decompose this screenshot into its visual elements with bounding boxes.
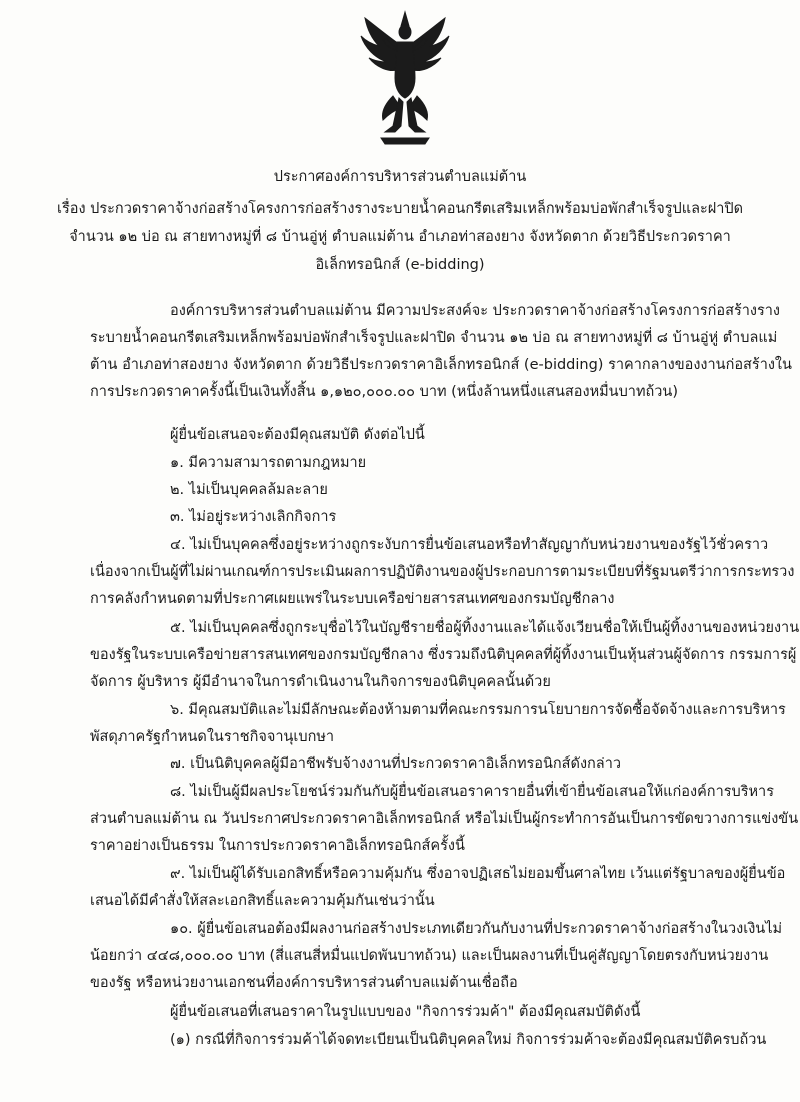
document-title: ประกาศองค์การบริหารส่วนตำบลแม่ต้าน [273, 169, 527, 185]
intro-line-3: ต้าน อำเภอท่าสองยาง จังหวัดตาก ด้วยวิธีประกวดราคาอิเล็กทรอนิกส์ (e-bidding) ราคากลางของงานก่อสร้างใน [90, 357, 792, 373]
item-10-line-2: น้อยกว่า ๔๔๘,๐๐๐.๐๐ บาท (สี่แสนสี่หมื่นแปดพันบาทถ้วน) และเป็นผลงานที่เป็นคู่สัญญาโดยตรงกับหน่วยงาน [90, 948, 769, 964]
intro-line-4: การประกวดราคาครั้งนี้เป็นเงินทั้งสิ้น ๑,๑๒๐,๐๐๐.๐๐ บาท (หนึ่งล้านหนึ่งแสนสองหมื่นบาทถ้วน) [90, 384, 678, 400]
item-4-line-1: ๔. ไม่เป็นบุคคลซึ่งอยู่ระหว่างถูกระงับการยื่นข้อเสนอหรือทำสัญญากับหน่วยงานของรัฐไว้ชั่วคราว [170, 537, 769, 553]
item-10-line-3: ของรัฐ หรือหน่วยงานเอกชนที่องค์การบริหารส่วนตำบลแม่ต้านเชื่อถือ [90, 975, 518, 991]
intro-line-1: องค์การบริหารส่วนตำบลแม่ต้าน มีความประสงค์จะ ประกวดราคาจ้างก่อสร้างโครงการก่อสร้างราง [170, 303, 780, 319]
item-7-line-1: ๗. เป็นนิติบุคคลผู้มีอาชีพรับจ้างงานที่ประกวดราคาอิเล็กทรอนิกส์ดังกล่าว [170, 756, 621, 772]
subject-line-1: เรื่อง ประกวดราคาจ้างก่อสร้างโครงการก่อสร้างรางระบายน้ำคอนกรีตเสริมเหล็กพร้อมบ่อพักสำเร็จรูปและฝาปิด [57, 201, 743, 217]
item-8-line-2: ส่วนตำบลแม่ต้าน ณ วันประกาศประกวดราคาอิเล็กทรอนิกส์ หรือไม่เป็นผู้กระทำการอันเป็นการขัดขวางการแข่งขัน [90, 811, 799, 827]
item-2: ๒. ไม่เป็นบุคคลล้มละลาย [170, 482, 328, 498]
qualification-heading: ผู้ยื่นข้อเสนอจะต้องมีคุณสมบัติ ดังต่อไปนี้ [170, 427, 425, 443]
item-3: ๓. ไม่อยู่ระหว่างเลิกกิจการ [170, 509, 337, 525]
item-8-line-1: ๘. ไม่เป็นผู้มีผลประโยชน์ร่วมกันกับผู้ยื่นข้อเสนอราคารายอื่นที่เข้ายื่นข้อเสนอให้แก่องค์การบริหาร [170, 784, 774, 800]
item-4-line-3: การคลังกำหนดตามที่ประกาศเผยแพร่ในระบบเครือข่ายสารสนเทศของกรมบัญชีกลาง [90, 591, 615, 607]
joint-venture-item-1: (๑) กรณีที่กิจการร่วมค้าได้จดทะเบียนเป็นนิติบุคคลใหม่ กิจการร่วมค้าจะต้องมีคุณสมบัติครบถ้วน [170, 1032, 767, 1048]
item-10-line-1: ๑๐. ผู้ยื่นข้อเสนอต้องมีผลงานก่อสร้างประเภทเดียวกันกับงานที่ประกวดราคาจ้างก่อสร้างในวงเงินไม่ [170, 921, 783, 937]
item-9-line-1: ๙. ไม่เป็นผู้ได้รับเอกสิทธิ์หรือความคุ้มกัน ซึ่งอาจปฏิเสธไม่ยอมขึ้นศาลไทย เว้นแต่รัฐบาลของผู้ยื่นข้อ [170, 866, 786, 882]
item-6-line-2: พัสดุภาครัฐกำหนดในราชกิจจานุเบกษา [90, 729, 335, 745]
garuda-emblem-icon [355, 4, 455, 154]
item-4-line-2: เนื่องจากเป็นผู้ที่ไม่ผ่านเกณฑ์การประเมินผลการปฏิบัติงานของผู้ประกอบการตามระเบียบที่รัฐมนตรีว่าการกระทรวง [90, 564, 795, 580]
item-5-line-2: ของรัฐในระบบเครือข่ายสารสนเทศของกรมบัญชีกลาง ซึ่งรวมถึงนิติบุคคลที่ผู้ทิ้งงานเป็นหุ้นส่วนผู้จัดการ กรรมการผู้ [90, 647, 797, 663]
item-9-line-2: เสนอได้มีคำสั่งให้สละเอกสิทธิ์และความคุ้มกันเช่นว่านั้น [90, 893, 435, 909]
subject-line-3: อิเล็กทรอนิกส์ (e-bidding) [315, 257, 485, 273]
subject-line-2: จำนวน ๑๒ บ่อ ณ สายทางหมู่ที่ ๘ บ้านอู่หู่ ตำบลแม่ต้าน อำเภอท่าสองยาง จังหวัดตาก ด้วยวิธีประกวดราคา [69, 229, 731, 245]
joint-venture-heading: ผู้ยื่นข้อเสนอที่เสนอราคาในรูปแบบของ "กิจการร่วมค้า" ต้องมีคุณสมบัติดังนี้ [170, 1004, 641, 1020]
item-6-line-1: ๖. มีคุณสมบัติและไม่มีลักษณะต้องห้ามตามที่คณะกรรมการนโยบายการจัดซื้อจัดจ้างและการบริหาร [170, 702, 786, 718]
intro-line-2: ระบายน้ำคอนกรีตเสริมเหล็กพร้อมบ่อพักสำเร็จรูปและฝาปิด จำนวน ๑๒ บ่อ ณ สายทางหมู่ที่ ๘ บ้านอู่หู่ ตำบลแม่ [90, 330, 778, 346]
item-8-line-3: ราคาอย่างเป็นธรรม ในการประกวดราคาอิเล็กทรอนิกส์ครั้งนี้ [90, 838, 465, 854]
item-5-line-1: ๕. ไม่เป็นบุคคลซึ่งถูกระบุชื่อไว้ในบัญชีรายชื่อผู้ทิ้งงานและได้แจ้งเวียนชื่อให้เป็นผู้ทิ้งงานของหน่วยงาน [170, 620, 800, 636]
item-1: ๑. มีความสามารถตามกฎหมาย [170, 455, 367, 471]
item-5-line-3: จัดการ ผู้บริหาร ผู้มีอำนาจในการดำเนินงานในกิจการของนิติบุคคลนั้นด้วย [90, 674, 551, 690]
